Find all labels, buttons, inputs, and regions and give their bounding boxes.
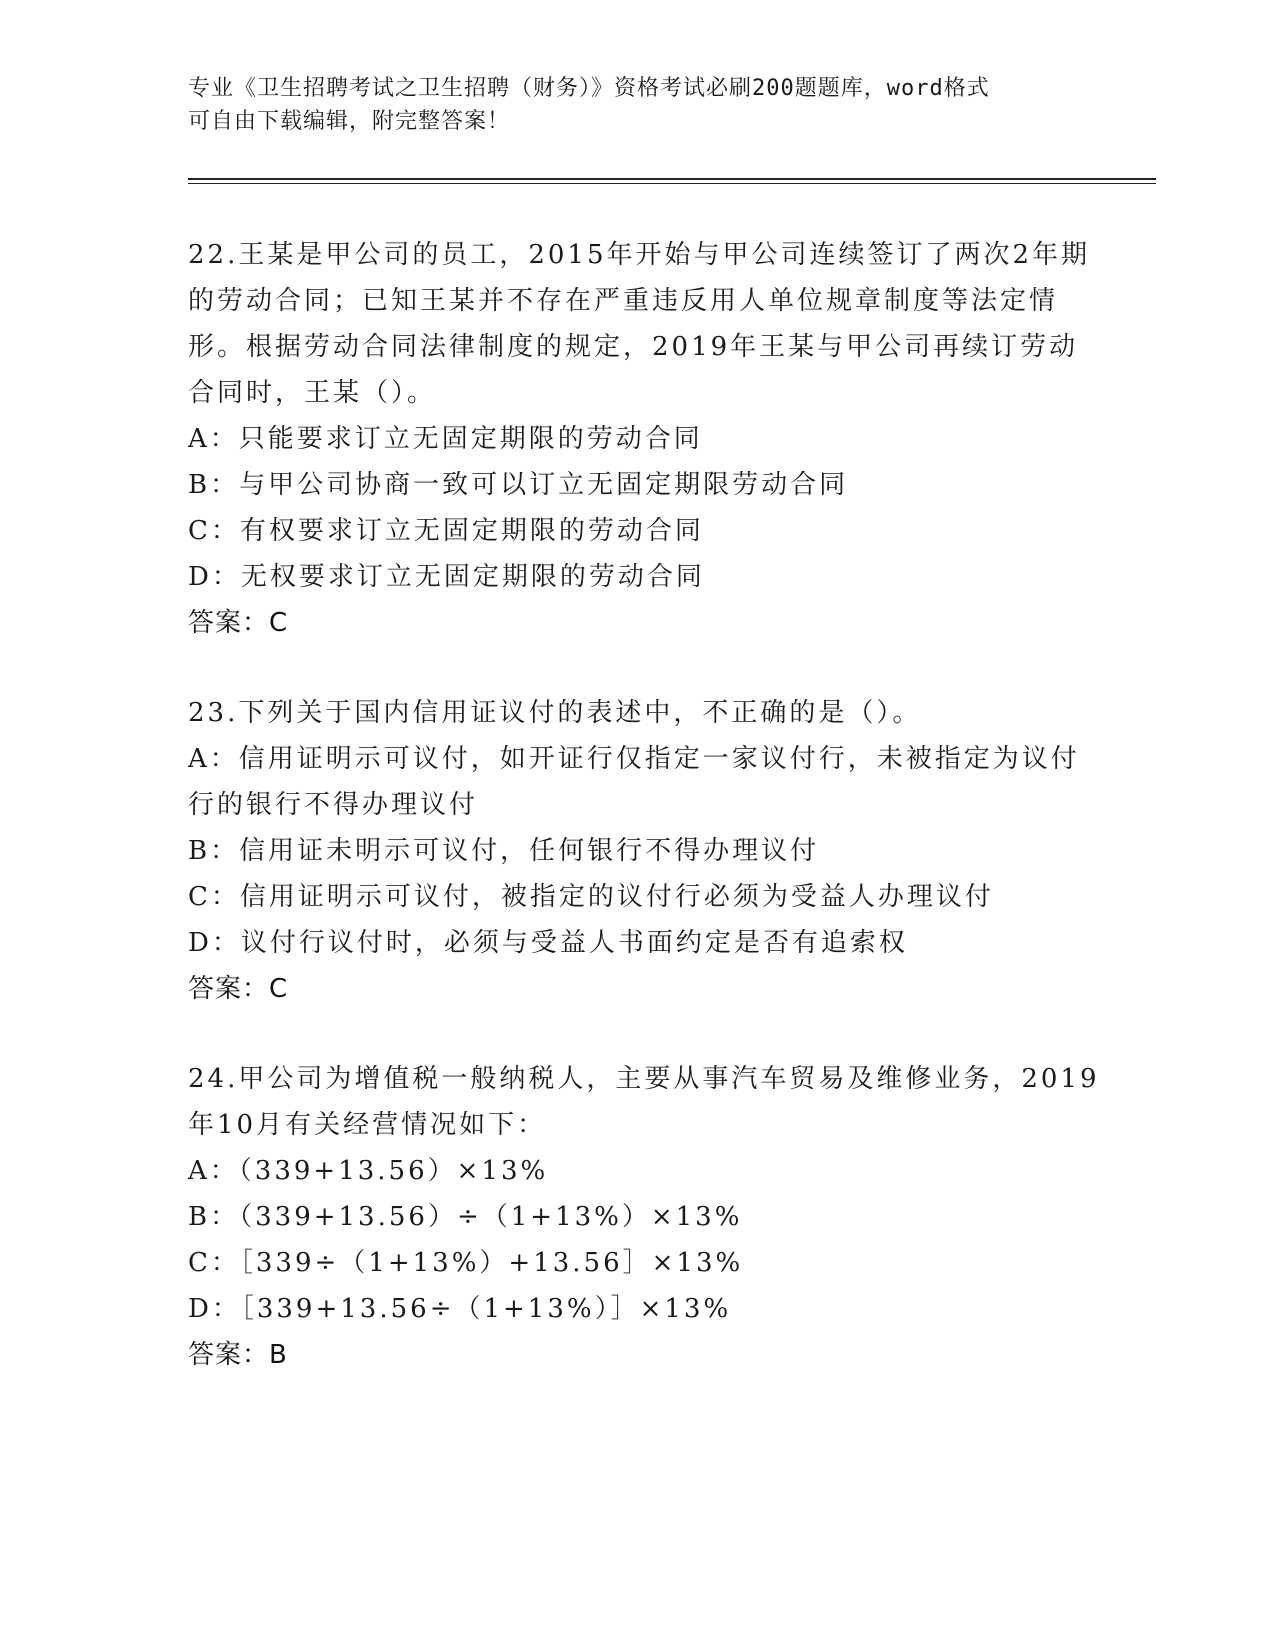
option-c: C：［339÷（1+13%）+13.56］×13% — [188, 1248, 744, 1278]
option-a: A：只能要求订立无固定期限的劳动合同 — [188, 424, 703, 454]
header-line-2: 可自由下载编辑，附完整答案！ — [188, 109, 511, 134]
option-c: C：信用证明示可议付，被指定的议付行必须为受益人办理议付 — [188, 882, 994, 912]
question-22 — [188, 232, 1091, 646]
question-23 — [188, 690, 1088, 1012]
option-b: B：（339+13.56）÷（1+13%）×13% — [188, 1202, 743, 1232]
question-stem-line: 合同时，王某（）。 — [188, 378, 437, 408]
question-stem-line: 形。根据劳动合同法律制度的规定，2019年王某与甲公司再续订劳动 — [188, 332, 1079, 362]
header-divider-thin — [188, 183, 1156, 184]
option-d: D：议付行议付时，必须与受益人书面约定是否有追索权 — [188, 928, 908, 958]
answer-label: 答案：B — [188, 1340, 288, 1370]
question-list — [188, 232, 1100, 1422]
option-d: D：无权要求订立无固定期限的劳动合同 — [188, 562, 705, 592]
question-stem-line: 23.下列关于国内信用证议付的表述中，不正确的是（）。 — [188, 698, 922, 728]
question-stem-line: 24.甲公司为增值税一般纳税人，主要从事汽车贸易及维修业务，2019 — [188, 1064, 1100, 1094]
option-a-continued: 行的银行不得办理议付 — [188, 790, 479, 820]
question-stem-line: 年10月有关经营情况如下： — [188, 1110, 547, 1140]
answer-label: 答案：C — [188, 974, 289, 1004]
option-a: A：（339+13.56）×13% — [188, 1156, 549, 1186]
option-c: C：有权要求订立无固定期限的劳动合同 — [188, 516, 704, 546]
option-a: A：信用证明示可议付，如开证行仅指定一家议付行，未被指定为议付 — [188, 744, 1080, 774]
question-stem-line: 的劳动合同；已知王某并不存在严重违反用人单位规章制度等法定情 — [188, 286, 1059, 316]
option-d: D：［339+13.56÷（1+13%）］×13% — [188, 1294, 732, 1324]
header-divider-thick — [188, 178, 1156, 180]
question-stem-line: 22.王某是甲公司的员工，2015年开始与甲公司连续签订了两次2年期 — [188, 240, 1091, 270]
header-line-1: 专业《卫生招聘考试之卫生招聘（财务）》资格考试必刷200题题库，word格式 — [188, 76, 990, 101]
option-b: B：与甲公司协商一致可以订立无固定期限劳动合同 — [188, 470, 849, 500]
document-header — [188, 72, 1088, 138]
option-b: B：信用证未明示可议付，任何银行不得办理议付 — [188, 836, 820, 866]
question-24 — [188, 1056, 1100, 1378]
answer-label: 答案：C — [188, 608, 289, 638]
